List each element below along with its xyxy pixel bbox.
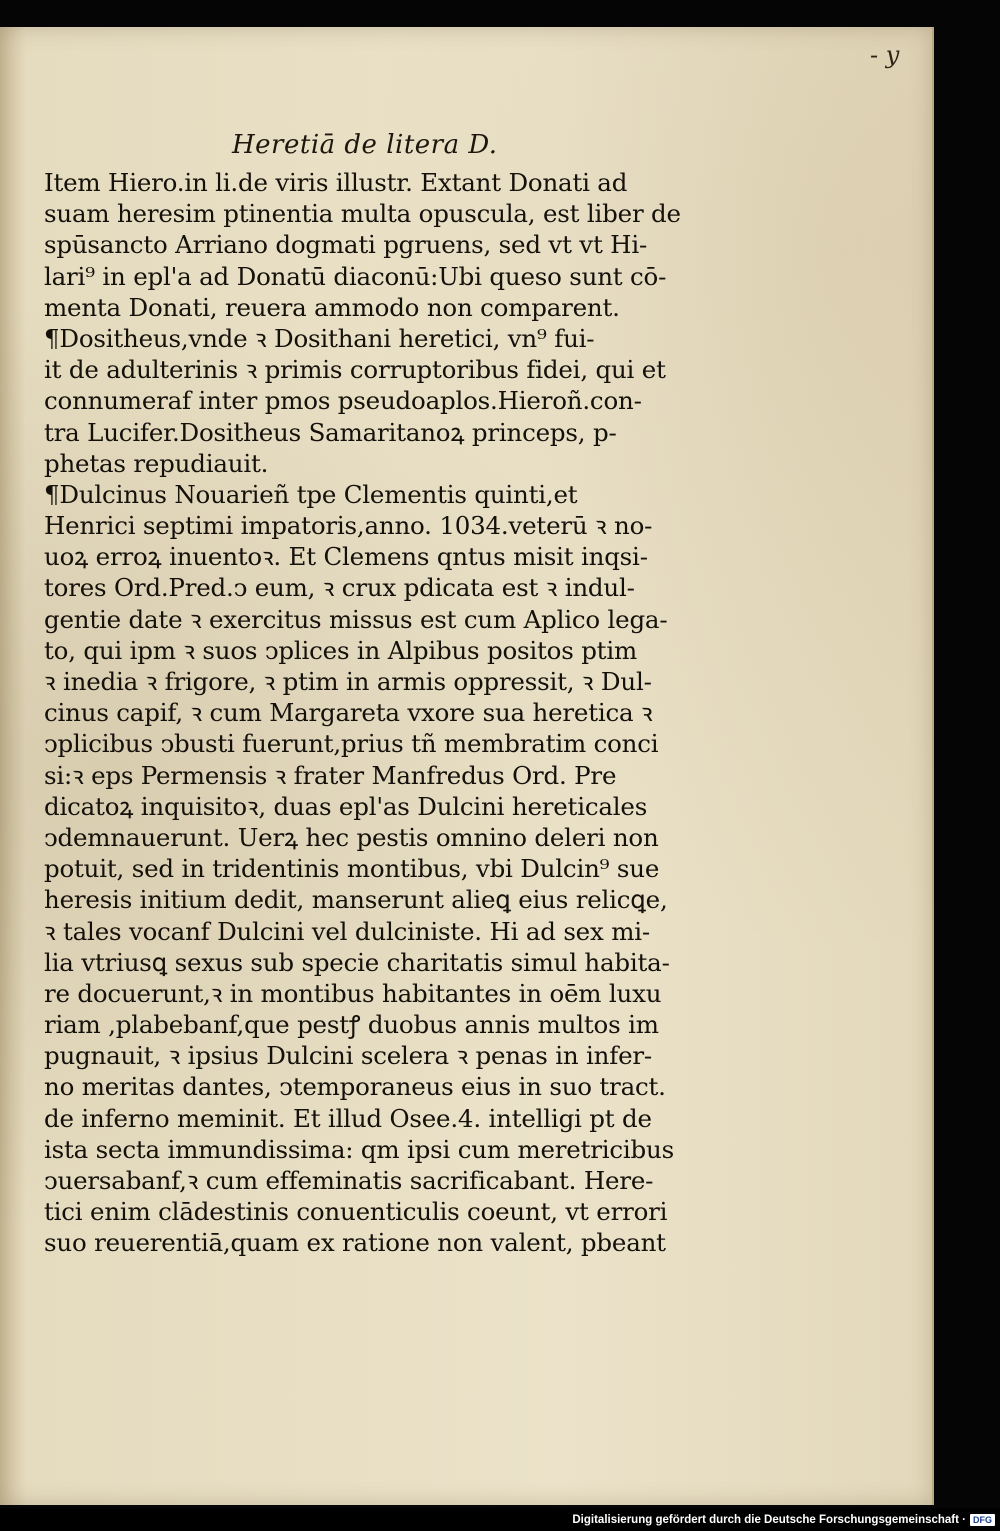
text-line: uoꝝ erroꝝ inuentoꝛ. Et Clemens qntus misit inqsi- bbox=[44, 542, 648, 572]
text-line: tra Lucifer.Dositheus Samaritanoꝝ princeps, p- bbox=[44, 417, 617, 447]
text-line: Henrici septimi impatoris,anno. 1034.veterū ꝛ no- bbox=[44, 511, 653, 541]
text-line: pugnauit, ꝛ ipsius Dulcini scelera ꝛ penas in infer- bbox=[44, 1041, 652, 1071]
text-line: heresis initium dedit, manserunt alieꝗ eius relicꝗe, bbox=[44, 885, 668, 915]
body-text bbox=[44, 167, 720, 1259]
text-line: de inferno meminit. Et illud Osee.4. intelligi pt de bbox=[44, 1103, 652, 1133]
text-line: suam heresim ptinentia multa opuscula, est liber de bbox=[44, 199, 681, 229]
text-line: lari⁹ in epl'a ad Donatū diaconū:Ubi queso sunt cō- bbox=[44, 261, 667, 291]
text-line: menta Donati, reuera ammodo non comparent. bbox=[44, 292, 620, 322]
text-line: re docuerunt,ꝛ in montibus habitantes in oēm luxu bbox=[44, 978, 662, 1008]
digitization-credit bbox=[572, 1512, 995, 1528]
text-line: ista secta immundissima: qm ipsi cum meretricibus bbox=[44, 1134, 674, 1164]
text-line: tores Ord.Pred.ↄ eum, ꝛ crux pdicata est ꝛ indul- bbox=[44, 573, 635, 603]
text-line: tici enim clādestinis conuenticulis coeunt, vt errori bbox=[44, 1197, 668, 1227]
text-line: phetas repudiauit. bbox=[44, 448, 269, 478]
dfg-logo-icon: DFG bbox=[970, 1514, 995, 1526]
folio-number: - y bbox=[870, 41, 900, 69]
text-line: ↄplicibus ↄbusti fuerunt,prius tñ membratim conci bbox=[44, 729, 659, 759]
text-line: potuit, sed in tridentinis montibus, vbi Dulcin⁹ sue bbox=[44, 854, 660, 884]
text-line: connumeraf inter pmos pseudoaplos.Hieroñ.con- bbox=[44, 386, 642, 416]
text-line: cinus capif, ꝛ cum Margareta vxore sua heretica ꝛ bbox=[44, 698, 653, 728]
text-line: ꝛ inedia ꝛ frigore, ꝛ ptim in armis oppressit, ꝛ Dul- bbox=[44, 667, 652, 696]
text-line: Item Hiero.in li.de viris illustr. Extant Donati ad bbox=[44, 168, 628, 197]
text-line: ↄdemnauerunt. Uerꝝ hec pestis omnino deleri non bbox=[44, 822, 659, 852]
text-line: dicatoꝝ inquisitoꝛ, duas epl'as Dulcini hereticales bbox=[44, 791, 648, 821]
text-line: to, qui ipm ꝛ suos ↄplices in Alpibus positos ptim bbox=[44, 635, 637, 665]
text-line: ¶Dositheus,vnde ꝛ Dosithani heretici, vn⁹ fui- bbox=[44, 323, 595, 353]
text-line: lia vtriusꝗ sexus sub specie charitatis simul habita- bbox=[44, 947, 670, 977]
text-line: si:ꝛ eps Permensis ꝛ frater Manfredus Ord. Pre bbox=[44, 760, 617, 790]
credit-text: Digitalisierung gefördert durch die Deutsche Forschungsgemeinschaft · bbox=[572, 1514, 966, 1526]
text-line: ꝛ tales vocanf Dulcini vel dulciniste. Hi ad sex mi- bbox=[44, 916, 650, 946]
text-line: spūsancto Arriano dogmati pgruens, sed vt vt Hi- bbox=[44, 230, 648, 260]
book-page bbox=[0, 27, 934, 1505]
text-line: suo reuerentiā,quam ex ratione non valent, pbeant bbox=[44, 1228, 666, 1258]
text-line: ↄuersabanf,ꝛ cum effeminatis sacrificabant. Here- bbox=[44, 1166, 654, 1195]
text-line: ¶Dulcinus Nouarieñ tpe Clementis quinti,et bbox=[44, 479, 578, 509]
text-line: it de adulterinis ꝛ primis corruptoribus fidei, qui et bbox=[44, 355, 666, 385]
running-head: Heretiā de litera D. bbox=[232, 130, 498, 160]
text-line: no meritas dantes, ↄtemporaneus eius in suo tract. bbox=[44, 1072, 666, 1102]
text-line: gentie date ꝛ exercitus missus est cum Aplico lega- bbox=[44, 604, 668, 634]
text-line: riam ,plabebanf,que pestꝭ duobus annis multos im bbox=[44, 1010, 659, 1040]
